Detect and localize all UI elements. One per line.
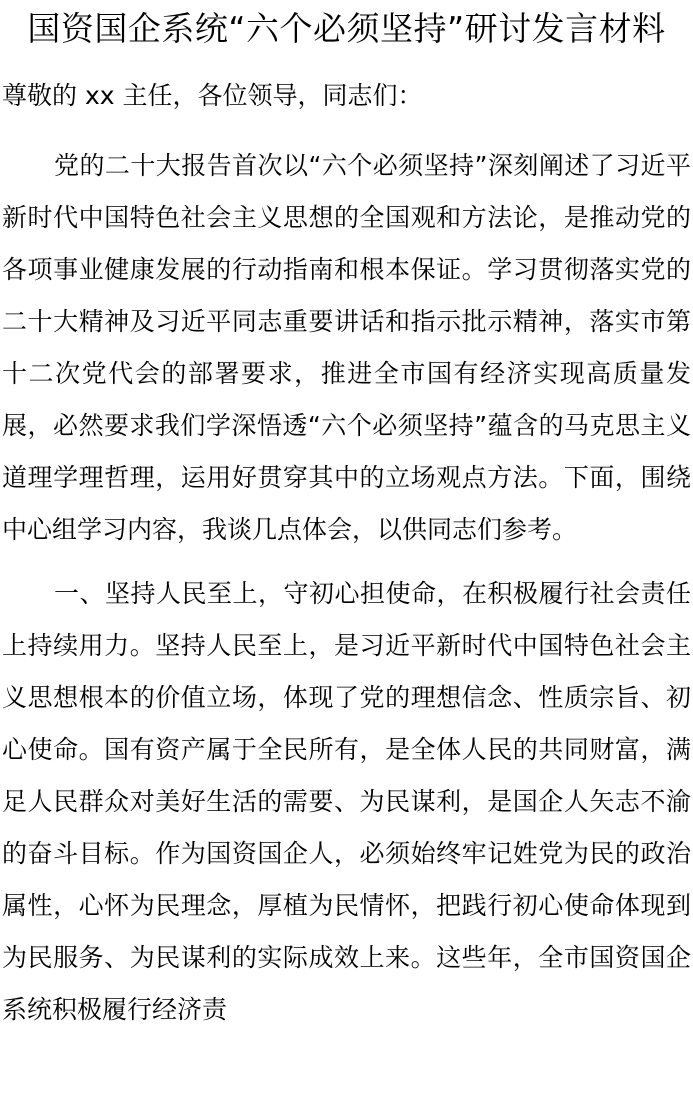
salutation: 尊敬的 xx 主任，各位领导，同志们： bbox=[2, 81, 423, 110]
paragraph-section-one: 一、坚持人民至上，守初心担使命，在积极履行社会责任上持续用力。坚持人民至上，是习近平新时代中国特色社会主义思想根本的价值立场，体现了党的理想信念、性质宗旨、初心使命。国有资产属于全民所有，是全体人民的共同财富，满足人民群众对美好生活的需要、为民谋利，是国企人矢志不渝的奋斗目标。作为国资国企人，必须始终牢记姓党为民的政治属性，心怀为民理念，厚植为民情怀，把践行初心使命体现到为民服务、为民谋利的实际成效上来。这些年，全市国资国企系统积极履行经济责 bbox=[2, 579, 691, 1024]
document-title: 国资国企系统“六个必须坚持”研讨发言材料 bbox=[27, 9, 666, 48]
paragraph-intro: 党的二十大报告首次以“六个必须坚持”深刻阐述了习近平新时代中国特色社会主义思想的全国观和方法论，是推动党的各项事业健康发展的行动指南和根本保证。学习贯彻落实党的二十大精神及习近平同志重要讲话和指示批示精神，落实市第十二次党代会的部署要求，推进全市国有经济实现高质量发展，必然要求我们学深悟透“六个必须坚持”蕴含的马克思主义道理学理哲理，运用好贯穿其中的立场观点方法。下面，围绕中心组学习内容，我谈几点体会，以供同志们参考。 bbox=[2, 151, 691, 544]
